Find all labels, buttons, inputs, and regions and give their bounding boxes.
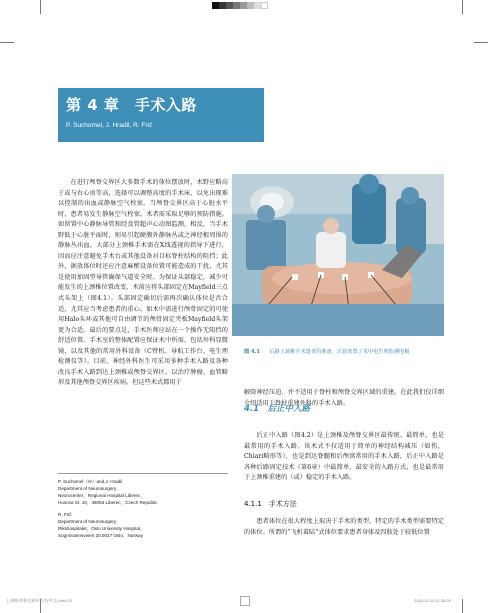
registration-mark [240, 596, 250, 606]
crop-mark [40, 0, 41, 14]
body-text-right-continuation: 解除神经压迫、并不适用于脊柱和颅脊交界区域的重建。在此我们仅详细介绍适用于脊柱重建外科的手术入路。 [244, 389, 444, 407]
surgery-photo-illustration [232, 174, 444, 336]
footer-file-info: 上颈椎/颅脊交界外科学(中文).indd 33 [6, 598, 73, 603]
subsection-heading-4-1-1: 4.1.1 手术方法 [244, 500, 297, 508]
print-color-bar [212, 2, 268, 9]
body-text-right-section-4-1-1: 患者体位在很大程度上取决于手术的类型。特定的手术类型需要特定的体位。所谓的“飞机着陆”式体位要求患者身体及四肢处于较低位置 [244, 518, 444, 536]
affiliation-line: Neurocenter，Regional Hospital Liberec， [58, 493, 145, 498]
figure-label: 图 4.1 [244, 349, 261, 355]
crop-mark [462, 0, 463, 14]
section-heading-4-1: 4.1 后正中入路 [244, 404, 311, 414]
crop-mark [0, 42, 14, 43]
affiliation-line: R. Frič [58, 512, 72, 517]
footer-timestamp: 2018-12-25 11:38:29 [414, 598, 451, 603]
figure-caption [244, 348, 444, 357]
chapter-title: 第 4 章 手术入路 [66, 96, 197, 114]
affiliation-line: Rikshospitalet，Oslo University Hospital， [58, 526, 145, 531]
affiliation-separator [58, 473, 228, 474]
chapter-authors: P. Suchomel, J. Hradil, R. Frič [66, 122, 153, 129]
chapter-banner [58, 88, 264, 142]
crop-mark [474, 42, 488, 43]
body-text-right-section-4-1: 后正中入路（图4.2）是上颈椎及颅脊交界区最传统、最简单，也是最常用的手术入路。该术式不仅适用于简单的神经结构减压（如伤，Chiari畸形等），也是到达脊髓和后颅窝常用的手术入路，后正中入路是各种后路固定技术（第6章）中最简单、最安全的入路方式，也是最常用于上颈椎重建的（或）稳定的手术入路。 [244, 432, 444, 482]
affiliation-line: P. Suchomel（✉）and J. Hradil [58, 479, 123, 484]
body-text-left: 在进行颅脊交界区大多数手术的体位摆放时，术野应略高于或与右心房等高，选择可以调整高度的手术床，以免出现难以控制的出血或静脉空气栓塞。当颅脊交界区高于心脏水平时，患者易发生静脉空气栓塞。术者需采取足够的预防措施。如留置中心静脉导管和经食管超声心动图监测，相反，当手术野低于心脏平面时，则易引起硬膜外静脉丛或之神经根周围的静脉丛出血。大部分上颈椎手术需在X线透视的指导下进行，因而应注意避免手术台或其他设备对目标脊柱结构的阻挡；此外，据放体位时还应注意麻醉设备位置可能造成的干扰，尤其是使用加固型导管确保气道安全时。为保证头部稳定，减少可能发生的上颈椎位置改变，术前应将头部固定在Mayfield三点式头架上（图4.1）。头部固定确切后需再次确认体位是否合适，尤其应当考虑患者的重心。如术中需进行颅骨固定的可使用Halo头环或其他可自由调节的颅骨固定夹板Mayfield头架更为合适。最后的要点是，手术医师应站在一个操作无阻挡的舒适位置。手术室的整体配置应保证术中所需，包括外科显微镜，以及其他的常用外科设备（C臂机、导航工作台、电生理检测仪等）。目前，神经外科医生可采用多种手术入路及各种改良手术入路到达上颈椎或颅脊交界区，以治疗肿瘤、血管畸形及其他颅脊交界区疾病。但这些术式都用于 [58, 179, 228, 387]
figure-photo [232, 174, 444, 336]
crop-mark [462, 599, 463, 613]
affiliation-line: Department of Neurosurgery， [58, 486, 121, 491]
figure-caption-text: 后路上颈椎手术患者的准备，注意放置了术中电生理监测电极 [269, 349, 410, 355]
affiliation-line: Sognsvannsveien 20,0027 Oslo，Norway [58, 533, 144, 538]
affiliation-line: Department of Neurosurgery， [58, 519, 121, 524]
affiliation-line: Husova St. 10，46063 Liberec，Czech Republic [58, 500, 158, 505]
